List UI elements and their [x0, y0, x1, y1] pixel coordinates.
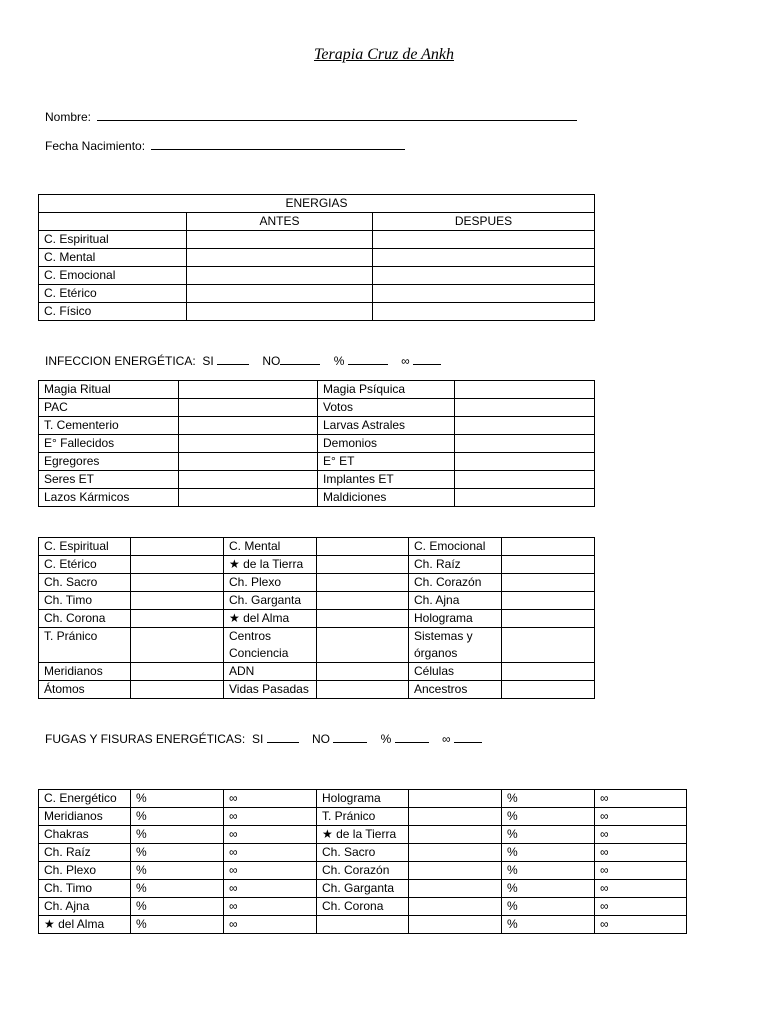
item-label: Vidas Pasadas	[224, 681, 317, 699]
item-label: Ch. Corazón	[409, 574, 502, 592]
value-cell[interactable]	[179, 417, 318, 435]
item-label: Holograma	[317, 790, 409, 808]
item-label: C. Espiritual	[39, 538, 131, 556]
table-row	[39, 790, 687, 808]
infeccion-infinity: ∞	[401, 354, 410, 368]
percent-cell[interactable]: %	[502, 790, 595, 808]
item-label: Ch. Sacro	[317, 844, 409, 862]
fugas-si: SI	[251, 732, 264, 746]
antes-cell[interactable]	[187, 303, 373, 321]
value-cell[interactable]	[317, 663, 409, 681]
despues-cell[interactable]	[373, 249, 595, 267]
energias-table	[38, 194, 595, 321]
value-cell[interactable]	[409, 826, 502, 844]
infinity-cell[interactable]: ∞	[595, 844, 687, 862]
row-label: C. Mental	[39, 249, 187, 267]
table-row	[39, 916, 687, 934]
fugas-no-blank[interactable]	[333, 731, 367, 743]
infeccion-no: NO	[262, 354, 281, 368]
item-label: Maldiciones	[318, 489, 455, 507]
table-row	[39, 663, 595, 681]
percent-cell[interactable]: %	[502, 898, 595, 916]
item-label: E° Fallecidos	[39, 435, 179, 453]
value-cell[interactable]	[131, 610, 224, 628]
fecha-label: Fecha Nacimiento:	[45, 139, 146, 153]
value-cell[interactable]	[317, 538, 409, 556]
value-cell[interactable]	[455, 471, 595, 489]
table-row	[39, 381, 595, 399]
value-cell[interactable]	[179, 399, 318, 417]
infinity-cell[interactable]: ∞	[595, 808, 687, 826]
item-label: Meridianos	[39, 663, 131, 681]
item-label: Ch. Corazón	[317, 862, 409, 880]
value-cell[interactable]	[409, 916, 502, 934]
table-row	[39, 399, 595, 417]
value-cell[interactable]	[502, 592, 595, 610]
fugas-percent-blank[interactable]	[395, 731, 429, 743]
value-cell[interactable]	[131, 574, 224, 592]
infinity-cell[interactable]: ∞	[224, 790, 317, 808]
infeccion-table	[38, 380, 595, 507]
value-cell[interactable]	[179, 489, 318, 507]
infinity-cell[interactable]: ∞	[224, 862, 317, 880]
item-label: Ch. Sacro	[39, 574, 131, 592]
table-row	[39, 808, 687, 826]
value-cell[interactable]	[179, 435, 318, 453]
percent-cell[interactable]: %	[502, 826, 595, 844]
infinity-cell[interactable]: ∞	[595, 790, 687, 808]
value-cell[interactable]	[179, 453, 318, 471]
antes-cell[interactable]	[187, 249, 373, 267]
value-cell[interactable]	[502, 681, 595, 699]
table-row	[39, 453, 595, 471]
item-label: Ch. Garganta	[317, 880, 409, 898]
table-row	[39, 844, 687, 862]
value-cell[interactable]	[131, 681, 224, 699]
item-label: Magia Psíquica	[318, 381, 455, 399]
item-label: Ch. Garganta	[224, 592, 317, 610]
item-label: Ancestros	[409, 681, 502, 699]
infeccion-si: SI	[202, 354, 214, 368]
table-row	[39, 610, 595, 628]
item-label: E° ET	[318, 453, 455, 471]
table-row	[39, 538, 595, 556]
item-label: Holograma	[409, 610, 502, 628]
infeccion-line	[45, 353, 441, 368]
value-cell[interactable]	[502, 556, 595, 574]
infinity-cell[interactable]: ∞	[595, 826, 687, 844]
value-cell[interactable]	[502, 538, 595, 556]
fugas-no: NO	[311, 732, 330, 746]
percent-cell[interactable]: %	[131, 826, 224, 844]
item-label: C. Energético	[39, 790, 131, 808]
infinity-cell[interactable]: ∞	[224, 916, 317, 934]
item-label: Ch. Timo	[39, 592, 131, 610]
value-cell[interactable]	[409, 844, 502, 862]
percent-cell[interactable]: %	[131, 862, 224, 880]
item-label: Ch. Ajna	[409, 592, 502, 610]
value-cell[interactable]	[502, 663, 595, 681]
item-label: Seres ET	[39, 471, 179, 489]
item-label: Chakras	[39, 826, 131, 844]
item-label: Átomos	[39, 681, 131, 699]
fugas-infinity: ∞	[442, 732, 451, 746]
value-cell[interactable]	[409, 862, 502, 880]
infinity-cell[interactable]: ∞	[595, 898, 687, 916]
item-label: Magia Ritual	[39, 381, 179, 399]
table-row	[39, 826, 687, 844]
percent-cell[interactable]: %	[131, 790, 224, 808]
item-label: ★ de la Tierra	[317, 826, 409, 844]
percent-cell[interactable]: %	[502, 808, 595, 826]
value-cell[interactable]	[131, 663, 224, 681]
item-label: Egregores	[39, 453, 179, 471]
value-cell[interactable]	[455, 381, 595, 399]
row-label: C. Etérico	[39, 285, 187, 303]
infeccion-infinity-blank[interactable]	[413, 353, 441, 365]
item-label: C. Etérico	[39, 556, 131, 574]
despues-cell[interactable]	[373, 303, 595, 321]
item-label: Ch. Corona	[39, 610, 131, 628]
table-row	[39, 303, 595, 321]
table-row	[39, 471, 595, 489]
item-label: ★ de la Tierra	[224, 556, 317, 574]
energias-corner	[39, 213, 187, 231]
value-cell[interactable]	[317, 610, 409, 628]
percent-cell[interactable]: %	[131, 916, 224, 934]
value-cell[interactable]	[409, 790, 502, 808]
fecha-blank[interactable]	[151, 137, 405, 150]
value-cell[interactable]	[317, 628, 409, 663]
infeccion-percent-blank[interactable]	[348, 353, 388, 365]
value-cell[interactable]	[317, 574, 409, 592]
table-row	[39, 898, 687, 916]
table-row	[39, 489, 595, 507]
percent-cell[interactable]: %	[502, 916, 595, 934]
fugas-infinity-blank[interactable]	[454, 731, 482, 743]
table-row	[39, 681, 595, 699]
antes-cell[interactable]	[187, 285, 373, 303]
infinity-cell[interactable]: ∞	[595, 916, 687, 934]
value-cell[interactable]	[455, 489, 595, 507]
nombre-field	[45, 108, 577, 124]
table-row	[39, 249, 595, 267]
item-label: Ch. Raíz	[39, 844, 131, 862]
item-label: Ch. Ajna	[39, 898, 131, 916]
infeccion-label: INFECCION ENERGÉTICA:	[45, 354, 196, 368]
table-row	[39, 862, 687, 880]
value-cell[interactable]	[179, 471, 318, 489]
infinity-cell[interactable]: ∞	[224, 844, 317, 862]
nombre-label: Nombre:	[45, 110, 92, 124]
percent-cell[interactable]: %	[502, 844, 595, 862]
cuerpos-table	[38, 537, 595, 699]
value-cell[interactable]	[409, 808, 502, 826]
infinity-cell[interactable]: ∞	[595, 880, 687, 898]
item-label: Ch. Raíz	[409, 556, 502, 574]
item-label: Larvas Astrales	[318, 417, 455, 435]
nombre-blank[interactable]	[97, 108, 577, 121]
despues-cell[interactable]	[373, 231, 595, 249]
item-label: Implantes ET	[318, 471, 455, 489]
value-cell[interactable]	[409, 898, 502, 916]
percent-cell[interactable]: %	[131, 880, 224, 898]
value-cell[interactable]	[502, 610, 595, 628]
infinity-cell[interactable]: ∞	[595, 862, 687, 880]
row-label: C. Físico	[39, 303, 187, 321]
item-label: Células	[409, 663, 502, 681]
value-cell[interactable]	[317, 556, 409, 574]
fugas-line	[45, 731, 482, 746]
item-label: Ch. Plexo	[39, 862, 131, 880]
value-cell[interactable]	[317, 681, 409, 699]
value-cell[interactable]	[179, 381, 318, 399]
despues-cell[interactable]	[373, 267, 595, 285]
table-row	[39, 880, 687, 898]
value-cell[interactable]	[455, 399, 595, 417]
item-label: Votos	[318, 399, 455, 417]
item-label: ★ del Alma	[224, 610, 317, 628]
row-label: C. Espiritual	[39, 231, 187, 249]
value-cell[interactable]	[455, 435, 595, 453]
table-row	[39, 628, 595, 663]
fugas-si-blank[interactable]	[267, 731, 299, 743]
value-cell[interactable]	[131, 538, 224, 556]
fugas-percent: %	[380, 732, 392, 746]
item-label: C. Mental	[224, 538, 317, 556]
item-label: ★ del Alma	[39, 916, 131, 934]
item-label: T. Pránico	[39, 628, 131, 663]
item-label: Ch. Plexo	[224, 574, 317, 592]
item-label: Lazos Kármicos	[39, 489, 179, 507]
value-cell[interactable]	[502, 574, 595, 592]
value-cell[interactable]	[455, 453, 595, 471]
infinity-cell[interactable]: ∞	[224, 826, 317, 844]
despues-cell[interactable]	[373, 285, 595, 303]
infinity-cell[interactable]: ∞	[224, 898, 317, 916]
document-title: Terapia Cruz de Ankh	[313, 46, 454, 63]
table-row	[39, 285, 595, 303]
fugas-table	[38, 789, 687, 934]
infeccion-no-blank[interactable]	[280, 353, 320, 365]
infinity-cell[interactable]: ∞	[224, 808, 317, 826]
percent-cell[interactable]: %	[502, 862, 595, 880]
despues-header: DESPUES	[373, 213, 595, 231]
item-label: C. Emocional	[409, 538, 502, 556]
antes-header: ANTES	[187, 213, 373, 231]
item-label: Ch. Timo	[39, 880, 131, 898]
percent-cell[interactable]: %	[502, 880, 595, 898]
fugas-label: FUGAS Y FISURAS ENERGÉTICAS:	[45, 732, 246, 746]
item-label: Meridianos	[39, 808, 131, 826]
table-row	[39, 231, 595, 249]
infinity-cell[interactable]: ∞	[224, 880, 317, 898]
percent-cell[interactable]: %	[131, 898, 224, 916]
fecha-field	[45, 137, 405, 153]
table-row	[39, 417, 595, 435]
item-label: PAC	[39, 399, 179, 417]
energias-header: ENERGIAS	[39, 195, 595, 213]
antes-cell[interactable]	[187, 267, 373, 285]
item-label: ADN	[224, 663, 317, 681]
value-cell[interactable]	[131, 592, 224, 610]
table-row	[39, 435, 595, 453]
value-cell[interactable]	[131, 556, 224, 574]
table-row	[39, 574, 595, 592]
row-label: C. Emocional	[39, 267, 187, 285]
item-label: Demonios	[318, 435, 455, 453]
table-row	[39, 267, 595, 285]
table-row	[39, 556, 595, 574]
item-label: Sistemas y órganos	[409, 628, 502, 663]
value-cell[interactable]	[409, 880, 502, 898]
value-cell[interactable]	[131, 628, 224, 663]
table-row	[39, 592, 595, 610]
item-label: Ch. Corona	[317, 898, 409, 916]
value-cell[interactable]	[455, 417, 595, 435]
value-cell[interactable]	[502, 628, 595, 663]
infeccion-percent: %	[333, 354, 345, 368]
percent-cell[interactable]: %	[131, 808, 224, 826]
item-label: T. Pránico	[317, 808, 409, 826]
percent-cell[interactable]: %	[131, 844, 224, 862]
item-label: T. Cementerio	[39, 417, 179, 435]
value-cell[interactable]	[317, 592, 409, 610]
antes-cell[interactable]	[187, 231, 373, 249]
infeccion-si-blank[interactable]	[217, 353, 249, 365]
item-label: Centros Conciencia	[224, 628, 317, 663]
item-label	[317, 916, 409, 934]
